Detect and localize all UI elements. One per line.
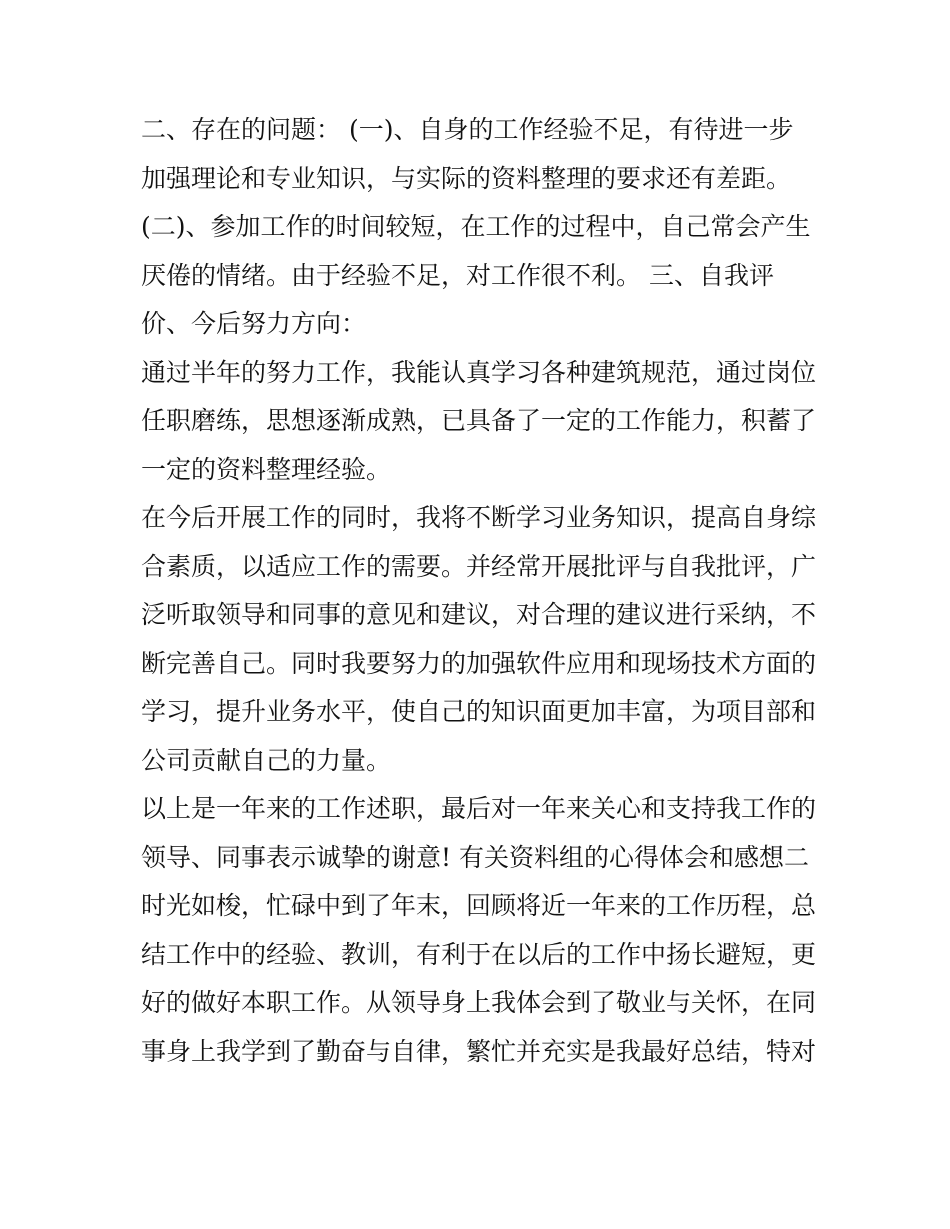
text-line: 加强理论和专业知识，与实际的资料整理的要求还有差距。 xyxy=(141,163,792,193)
text-line: (二)、参加工作的时间较短，在工作的过程中，自己常会产生 xyxy=(141,212,811,241)
text-line: 领导、同事表示诚挚的谢意! 有关资料组的心得体会和感想二 xyxy=(141,842,809,872)
text-line: 泛听取领导和同事的意见和建议，对合理的建议进行采纳，不 xyxy=(141,600,817,629)
text-line: 通过半年的努力工作，我能认真学习各种建筑规范，通过岗位 xyxy=(141,357,817,387)
text-line: 好的做好本职工作。从领导身上我体会到了敬业与关怀，在同 xyxy=(141,988,817,1017)
text-line: 一定的资料整理经验。 xyxy=(141,454,392,484)
text-line: 二、存在的问题： (一)、自身的工作经验不足，有待进一步 xyxy=(141,115,794,144)
text-line: 公司贡献自己的力量。 xyxy=(141,745,392,775)
text-line: 以上是一年来的工作述职，最后对一年来关心和支持我工作的 xyxy=(141,794,817,823)
text-line: 断完善自己。同时我要努力的加强软件应用和现场技术方面的 xyxy=(141,648,817,678)
text-line: 厌倦的情绪。由于经验不足，对工作很不利。 三、自我评 xyxy=(141,260,774,290)
text-line: 时光如梭，忙碌中到了年末，回顾将近一年来的工作历程，总 xyxy=(141,891,817,920)
document-body xyxy=(141,106,821,1076)
text-line: 学习，提升业务水平，使自己的知识面更加丰富，为项目部和 xyxy=(141,697,817,726)
text-line: 合素质，以适应工作的需要。并经常开展批评与自我批评，广 xyxy=(141,551,817,581)
text-line: 事身上我学到了勤奋与自律，繁忙并充实是我最好总结，特对 xyxy=(141,1036,817,1066)
text-line: 任职磨练，思想逐渐成熟，已具备了一定的工作能力，积蓄了 xyxy=(141,406,817,435)
text-line: 在今后开展工作的同时，我将不断学习业务知识，提高自身综 xyxy=(141,503,817,532)
text-line: 价、今后努力方向： xyxy=(141,309,367,338)
text-line: 结工作中的经验、教训，有利于在以后的工作中扬长避短，更 xyxy=(141,939,817,969)
